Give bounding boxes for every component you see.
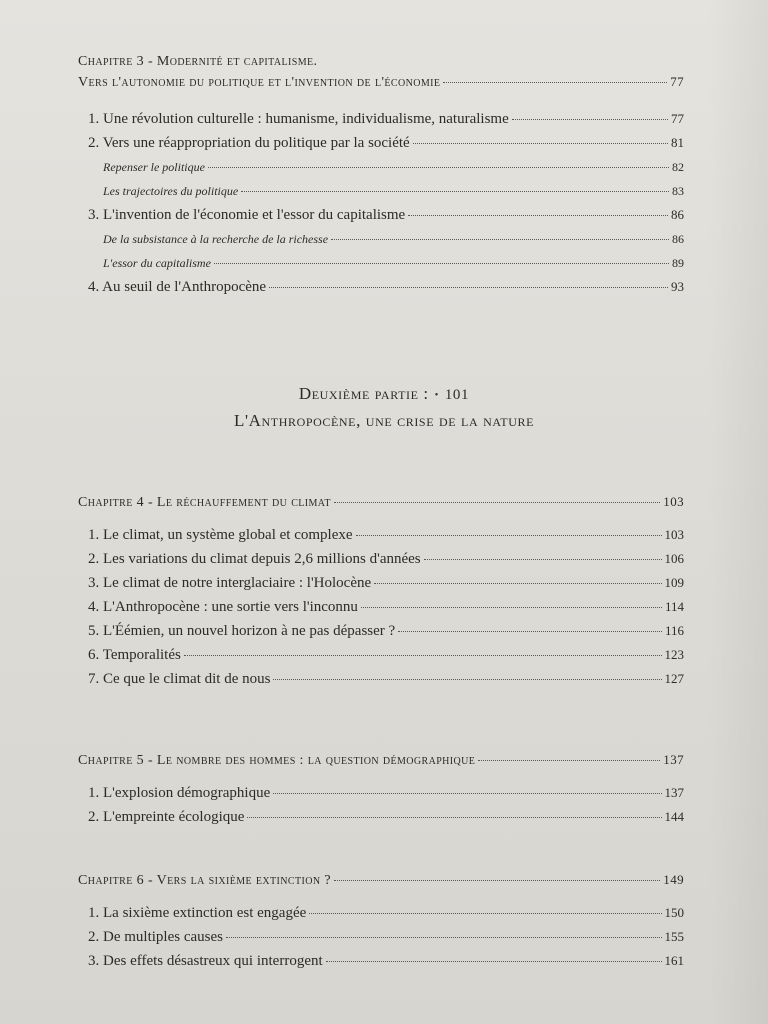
toc-entry: 3. Le climat de notre interglaciaire : l'Holocène 109	[88, 575, 684, 591]
toc-subentry: Repenser le politique 82	[103, 160, 684, 174]
toc-entry: 5. L'Éémien, un nouvel horizon à ne pas dépasser ? 116	[88, 623, 684, 639]
toc-entry: 2. Les variations du climat depuis 2,6 millions d'années 106	[88, 551, 684, 567]
chapter-3-title-line2: Vers l'autonomie du politique et l'invention de l'économie	[78, 75, 441, 90]
chapter-6	[78, 870, 684, 973]
toc-entry: 2. Vers une réappropriation du politique par la société 81	[88, 135, 684, 151]
toc-entry: 4. Au seuil de l'Anthropocène 93	[88, 279, 684, 295]
part-2-title: Deuxième partie :	[298, 384, 429, 403]
part-2-subtitle: L'Anthropocène, une crise de la nature	[233, 411, 535, 430]
chapter-4-heading	[78, 492, 684, 513]
toc-entry: 7. Ce que le climat dit de nous 127	[88, 671, 684, 687]
chapter-5-page: 137	[663, 752, 684, 767]
toc-entry: 4. L'Anthropocène : une sortie vers l'inconnu 114	[88, 599, 684, 615]
chapter-5-heading	[78, 750, 684, 771]
toc-entry: 2. De multiples causes 155	[88, 929, 684, 945]
bullet-icon: •	[434, 389, 439, 401]
chapter-6-heading	[78, 870, 684, 891]
chapter-4-title: Chapitre 4 - Le réchauffement du climat	[78, 495, 331, 510]
toc-entry: 1. Une révolution culturelle : humanisme, individualisme, naturalisme 77	[88, 111, 684, 127]
toc-entry: 3. L'invention de l'économie et l'essor du capitalisme 86	[88, 207, 684, 223]
leader-dots	[443, 82, 667, 83]
chapter-4	[78, 492, 684, 691]
chapter-3	[78, 52, 684, 299]
toc-entry: 1. Le climat, un système global et complexe 103	[88, 527, 684, 543]
chapter-5	[78, 750, 684, 829]
chapter-3-page: 77	[670, 74, 684, 89]
toc-entry: 3. Des effets désastreux qui interrogent 161	[88, 953, 684, 969]
part-2-page: 101	[444, 387, 470, 403]
chapter-5-title: Chapitre 5 - Le nombre des hommes : la question démographique	[78, 753, 476, 768]
toc-subentry: Les trajectoires du politique 83	[103, 184, 684, 198]
toc-subentry: De la subsistance à la recherche de la richesse 86	[103, 232, 684, 246]
chapter-6-title: Chapitre 6 - Vers la sixième extinction ?	[78, 873, 331, 888]
toc-entry: 6. Temporalités 123	[88, 647, 684, 663]
chapter-3-heading	[78, 72, 684, 93]
chapter-6-page: 149	[663, 872, 684, 887]
toc-entry: 1. La sixième extinction est engagée 150	[88, 905, 684, 921]
chapter-3-title-line1: Chapitre 3 - Modernité et capitalisme.	[78, 54, 318, 69]
chapter-4-page: 103	[663, 494, 684, 509]
part-2-heading	[0, 380, 768, 409]
toc-entry: 2. L'empreinte écologique 144	[88, 809, 684, 825]
toc-subentry: L'essor du capitalisme 89	[103, 256, 684, 270]
toc-entry: 1. L'explosion démographique 137	[88, 785, 684, 801]
